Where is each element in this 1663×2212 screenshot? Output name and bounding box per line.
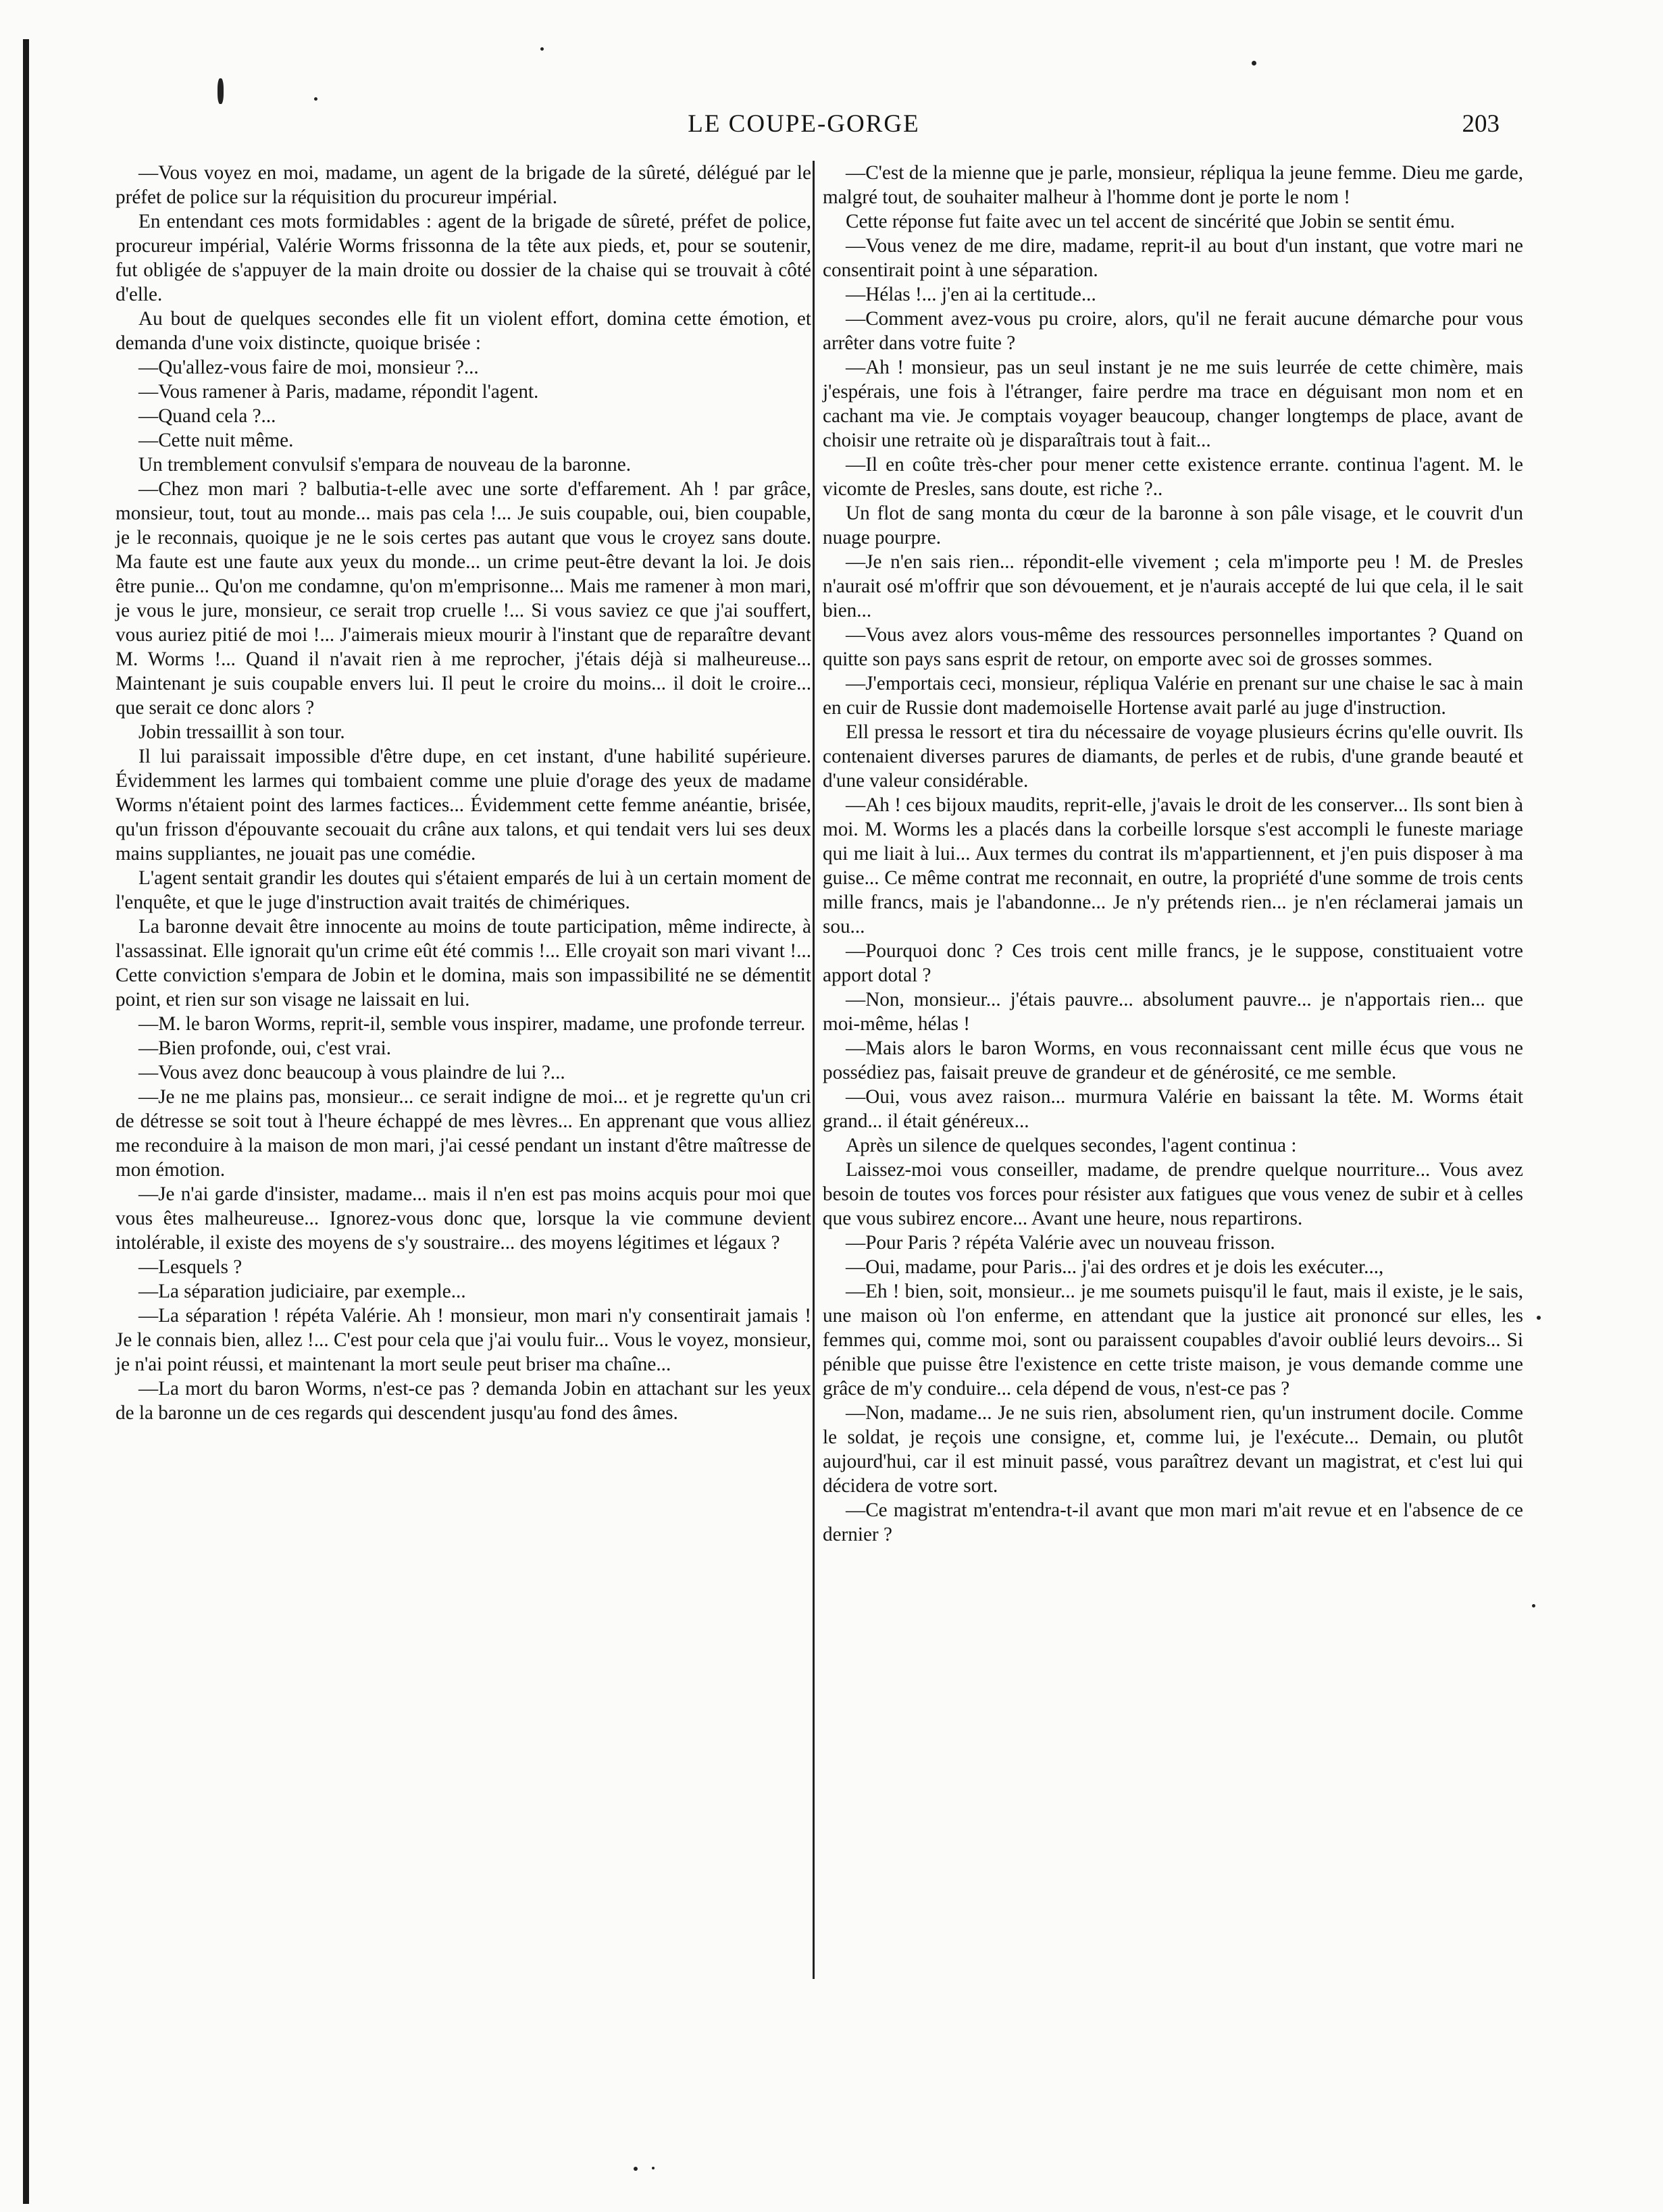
column-divider [813, 161, 815, 1979]
paragraph: —Ce magistrat m'entendra-t-il avant que mon mari m'ait revue et en l'absence de ce dernier ? [823, 1499, 1523, 1545]
paragraph: —J'emportais ceci, monsieur, répliqua Valérie en prenant sur une chaise le sac à main en cuir de Russie dont mademoiselle Hortense avait parlé au juge d'instruction. [823, 673, 1523, 719]
paragraph: Ell pressa le ressort et tira du nécessaire de voyage plusieurs écrins qu'elle ouvrit. Ils contenaient diverses parures de diamants, de perles et de rubis, d'une grande beauté et d'une valeur considérable. [823, 721, 1523, 792]
paragraph: —Pourquoi donc ? Ces trois cent mille francs, je le suppose, constituaient votre apport dotal ? [823, 940, 1523, 986]
paragraph: —Vous ramener à Paris, madame, répondit l'agent. [138, 381, 539, 403]
paragraph: —La mort du baron Worms, n'est-ce pas ? demanda Jobin en attachant sur les yeux de la baronne un de ces regards qui descendent jusqu'au fond des âmes. [116, 1378, 811, 1424]
paragraph: —La séparation ! répéta Valérie. Ah ! monsieur, mon mari n'y consentirait jamais ! Je le connais bien, allez !... C'est pour cela que j'ai voulu fuir... Vous le voyez, monsieur, je n'ai point réussi, et maintenant la mort seule peut briser ma chaîne... [116, 1305, 811, 1375]
paragraph: —Lesquels ? [138, 1256, 242, 1278]
paragraph: Après un silence de quelques secondes, l'agent continua : [846, 1135, 1297, 1156]
paragraph: —Je ne me plains pas, monsieur... ce serait indigne de moi... et je regrette qu'un cri de détresse se soit tout à l'heure échappé de mes lèvres... En apprenant que vous alliez me reconduire à la maison de mon mari, j'ai cessé pendant un instant d'être maîtresse de mon émotion. [116, 1086, 811, 1181]
scan-speck [652, 2167, 655, 2169]
paragraph: —Je n'en sais rien... répondit-elle vivement ; cela m'importe peu ! M. de Presles n'aurait osé m'offrir que son dévouement, et je n'aurais accepté de lui que cela, il le sait bien... [823, 551, 1523, 621]
scan-speck [634, 2167, 638, 2171]
paragraph: —Comment avez-vous pu croire, alors, qu'il ne ferait aucune démarche pour vous arrêter dans votre fuite ? [823, 308, 1523, 354]
paragraph: —Vous venez de me dire, madame, reprit-il au bout d'un instant, que votre mari ne consentirait point à une séparation. [823, 235, 1523, 281]
scan-speck [540, 47, 544, 51]
right-column [823, 161, 1523, 1547]
paragraph: —Oui, madame, pour Paris... j'ai des ordres et je dois les exécuter..., [846, 1256, 1384, 1278]
paragraph: —Ah ! monsieur, pas un seul instant je ne me suis leurrée de cette chimère, mais j'espérais, une fois à l'étranger, faire perdre ma trace en déguisant mon nom et en cachant ma vie. Je comptais voyager beaucoup, changer longtemps de place, avant de choisir une retraite où je disparaîtrais tout à fait... [823, 357, 1523, 451]
left-column [116, 161, 811, 1425]
scan-speck [1537, 1316, 1541, 1320]
paragraph: —M. le baron Worms, reprit-il, semble vous inspirer, madame, une profonde terreur. [138, 1013, 806, 1035]
paragraph: —Qu'allez-vous faire de moi, monsieur ?... [138, 357, 479, 378]
paragraph: —Il en coûte très-cher pour mener cette existence errante. continua l'agent. M. le vicomte de Presles, sans doute, est riche ?.. [823, 454, 1523, 500]
paragraph: —Mais alors le baron Worms, en vous reconnaissant cent mille écus que vous ne possédiez pas, faisait preuve de grandeur et de générosité, ce me semble. [823, 1037, 1523, 1083]
paragraph: La baronne devait être innocente au moins de toute participation, même indirecte, à l'assassinat. Elle ignorait qu'un crime eût été commis !... Elle croyait son mari vivant !... Cette conviction s'empara de Jobin et le domina, mais son impassibilité ne se démentit point, et rien sur son visage ne laissait en lui. [116, 916, 811, 1010]
paragraph: —Non, monsieur... j'étais pauvre... absolument pauvre... je n'apportais rien... que moi-même, hélas ! [823, 989, 1523, 1035]
paragraph: Au bout de quelques secondes elle fit un violent effort, domina cette émotion, et demanda d'une voix distincte, quoique brisée : [116, 308, 811, 354]
running-title: LE COUPE-GORGE [688, 110, 920, 138]
paragraph: Un tremblement convulsif s'empara de nouveau de la baronne. [138, 454, 632, 475]
paragraph: L'agent sentait grandir les doutes qui s'étaient emparés de lui à un certain moment de l'enquête, et que le juge d'instruction avait traités de chimériques. [116, 867, 811, 913]
scan-speck [314, 97, 317, 101]
paragraph: —Quand cela ?... [138, 405, 276, 427]
paragraph: —Oui, vous avez raison... murmura Valérie en baissant la tête. M. Worms était grand... il était généreux... [823, 1086, 1523, 1132]
paragraph: Un flot de sang monta du cœur de la baronne à son pâle visage, et le couvrit d'un nuage pourpre. [823, 503, 1523, 548]
paragraph: —Je n'ai garde d'insister, madame... mais il n'en est pas moins acquis pour moi que vous êtes malheureuse... Ignorez-vous donc que, lorsque la vie commune devient intolérable, il existe des moyens de s'y soustraire... des moyens légitimes et légaux ? [116, 1183, 811, 1254]
paragraph: —C'est de la mienne que je parle, monsieur, répliqua la jeune femme. Dieu me garde, malgré tout, de souhaiter malheur à l'homme dont je porte le nom ! [823, 162, 1523, 208]
paragraph: —Bien profonde, oui, c'est vrai. [138, 1037, 392, 1059]
paragraph: Jobin tressaillit à son tour. [138, 721, 345, 743]
scan-speck [218, 78, 224, 104]
paragraph: —Chez mon mari ? balbutia-t-elle avec une sorte d'effarement. Ah ! par grâce, monsieur, tout, tout au monde... mais pas cela !... Je suis coupable, oui, bien coupable, je le reconnais, quoique je ne le sois certes pas autant que vous le croyez sans doute. Ma faute est une faute aux yeux du monde... un crime peut-être devant la loi. Je dois être punie... Qu'on me condamne, qu'on m'emprisonne... Mais me ramener à mon mari, je vous le jure, monsieur, ce serait trop cruelle !... Si vous saviez ce que j'ai souffert, vous auriez pitié de moi !... J'aimerais mieux mourir à l'instant que de reparaître devant M. Worms !... Quand il n'avait rien à me reprocher, j'étais déjà si malheureuse... Maintenant je suis coupable envers lui. Il peut le croire du moins... il doit le croire... que serait ce donc alors ? [116, 478, 811, 719]
paragraph: —La séparation judiciaire, par exemple... [138, 1281, 466, 1302]
paragraph: Cette réponse fut faite avec un tel accent de sincérité que Jobin se sentit ému. [846, 211, 1456, 232]
paragraph: —Vous avez alors vous-même des ressources personnelles importantes ? Quand on quitte son pays sans esprit de retour, on emporte avec soi de grosses sommes. [823, 624, 1523, 670]
paragraph: —Cette nuit même. [138, 430, 294, 451]
paragraph: —Non, madame... Je ne suis rien, absolument rien, qu'un instrument docile. Comme le soldat, je reçois une consigne, et, comme lui, je l'exécute... Demain, ou plutôt aujourd'hui, car il est minuit passé, vous paraîtrez devant un magistrat, et c'est lui qui décidera de votre sort. [823, 1402, 1523, 1497]
page-edge-rule [23, 39, 29, 2204]
paragraph: —Hélas !... j'en ai la certitude... [846, 284, 1096, 305]
page-number: 203 [1462, 110, 1500, 138]
paragraph: Il lui paraissait impossible d'être dupe, en cet instant, d'une habilité supérieure. Évidemment les larmes qui tombaient comme une pluie d'orage des yeux de madame Worms n'étaient point des larmes factices... Évidemment cette femme anéantie, brisée, qu'un frisson d'épouvante secouait du crâne aux talons, et qui tendait vers lui ses deux mains suppliantes, ne jouait pas une comédie. [116, 746, 811, 865]
paragraph: —Vous avez donc beaucoup à vous plaindre de lui ?... [138, 1062, 565, 1083]
paragraph: —Ah ! ces bijoux maudits, reprit-elle, j'avais le droit de les conserver... Ils sont bien à moi. M. Worms les a placés dans la corbeille lorsque s'est accompli le funeste mariage qui me liait à lui... Aux termes du contrat ils m'appartiennent, et j'en puis disposer à ma guise... Ce même contrat me reconnait, en outre, la propriété d'une somme de trois cents mille francs, mais je l'abandonne... Je n'y prétends rien... je n'en réclamerai jamais un sou... [823, 794, 1523, 937]
paragraph: —Vous voyez en moi, madame, un agent de la brigade de la sûreté, délégué par le préfet de police sur la réquisition du procureur impérial. [116, 162, 811, 208]
paragraph: —Eh ! bien, soit, monsieur... je me soumets puisqu'il le faut, mais il existe, je le sais, une maison où l'on enferme, en attendant que la justice ait prononcé sur elles, les femmes qui, comme moi, sont ou paraissent coupables d'avoir oublié leurs devoirs... Si pénible que puisse être l'existence en cette triste maison, je vous demande comme une grâce de m'y conduire... cela dépend de vous, n'est-ce pas ? [823, 1281, 1523, 1399]
paragraph: En entendant ces mots formidables : agent de la brigade de sûreté, préfet de police, procureur impérial, Valérie Worms frissonna de la tête aux pieds, et, pour se soutenir, fut obligée de s'appuyer de la main droite ou dossier de la chaise qui se trouvait à côté d'elle. [116, 211, 811, 305]
paragraph: Laissez-moi vous conseiller, madame, de prendre quelque nourriture... Vous avez besoin de toutes vos forces pour résister aux fatigues que vous venez de subir et à celles que vous subirez encore... Avant une heure, nous repartirons. [823, 1159, 1523, 1229]
scan-speck [1252, 61, 1256, 66]
scan-speck [1532, 1604, 1535, 1607]
page-header [108, 109, 1500, 150]
paragraph: —Pour Paris ? répéta Valérie avec un nouveau frisson. [846, 1232, 1275, 1254]
